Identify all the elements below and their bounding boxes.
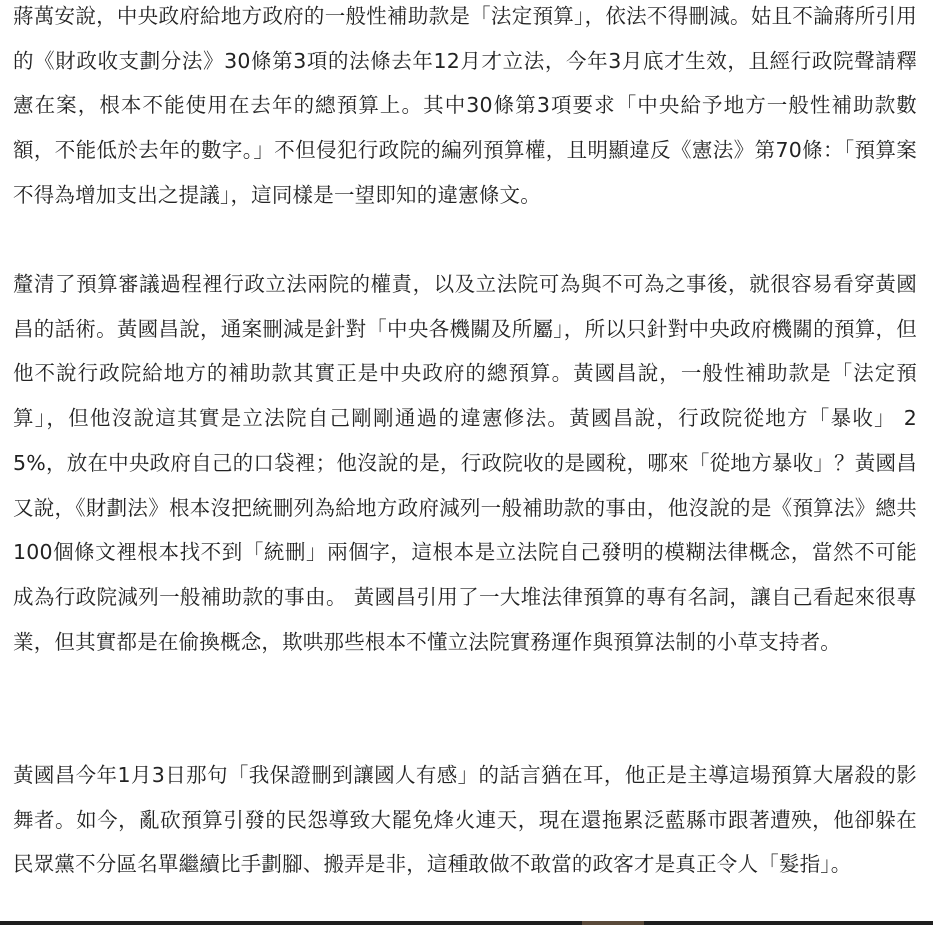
article-paragraph-2: 釐清了預算審議過程裡行政立法兩院的權責，以及立法院可為與不可為之事後，就很容易看穿黃國昌的話術。黃國昌說，通案刪減是針對「中央各機關及所屬」，所以只針對中央政府機關的預算，但他不說行政院給地方的補助款其實正是中央政府的總預算。黃國昌說，一般性補助款是「法定預算」，但他沒說這其實是立法院自己剛剛通過的違憲修法。黃國昌說，行政院從地方「暴收」 25%，放在中央政府自己的口袋裡；他沒說的是，行政院收的是國稅，哪來「從地方暴收」？黃國昌又說，《財劃法》根本沒把統刪列為給地方政府減列一般補助款的事由，他沒說的是《預算法》總共100個條文裡根本找不到「統刪」兩個字，這根本是立法院自己發明的模糊法律概念，當然不可能成為行政院減列一般補助款的事由。 黃國昌引用了一大堆法律預算的專有名詞，讓自己看起來很專業，但其實都是在偷換概念，欺哄那些根本不懂立法院實務運作與預算法制的小草支持者。 <box>13 272 917 654</box>
scroll-thumb[interactable] <box>582 921 644 925</box>
article-paragraph-1: 蔣萬安說，中央政府給地方政府的一般性補助款是「法定預算」，依法不得刪減。姑且不論蔣所引用的《財政收支劃分法》30條第3項的法條去年12月才立法，今年3月底才生效，且經行政院聲請釋憲在案，根本不能使用在去年的總預算上。其中30條第3項要求「中央給予地方一般性補助款數額，不能低於去年的數字。」不但侵犯行政院的編列預算權，且明顯違反《憲法》第70條：「預算案不得為增加支出之提議」，這同樣是一望即知的違憲條文。 <box>13 4 917 207</box>
bottom-scroll-strip[interactable] <box>0 921 933 925</box>
article-paragraph-3: 黃國昌今年1月3日那句「我保證刪到讓國人有感」的話言猶在耳，他正是主導這場預算大屠殺的影舞者。如今，亂砍預算引發的民怨導致大罷免烽火連天，現在還拖累泛藍縣市跟著遭殃，他卻躲在民眾黨不分區名單繼續比手劃腳、搬弄是非，這種敢做不敢當的政客才是真正令人「髮指」。 <box>13 763 917 877</box>
